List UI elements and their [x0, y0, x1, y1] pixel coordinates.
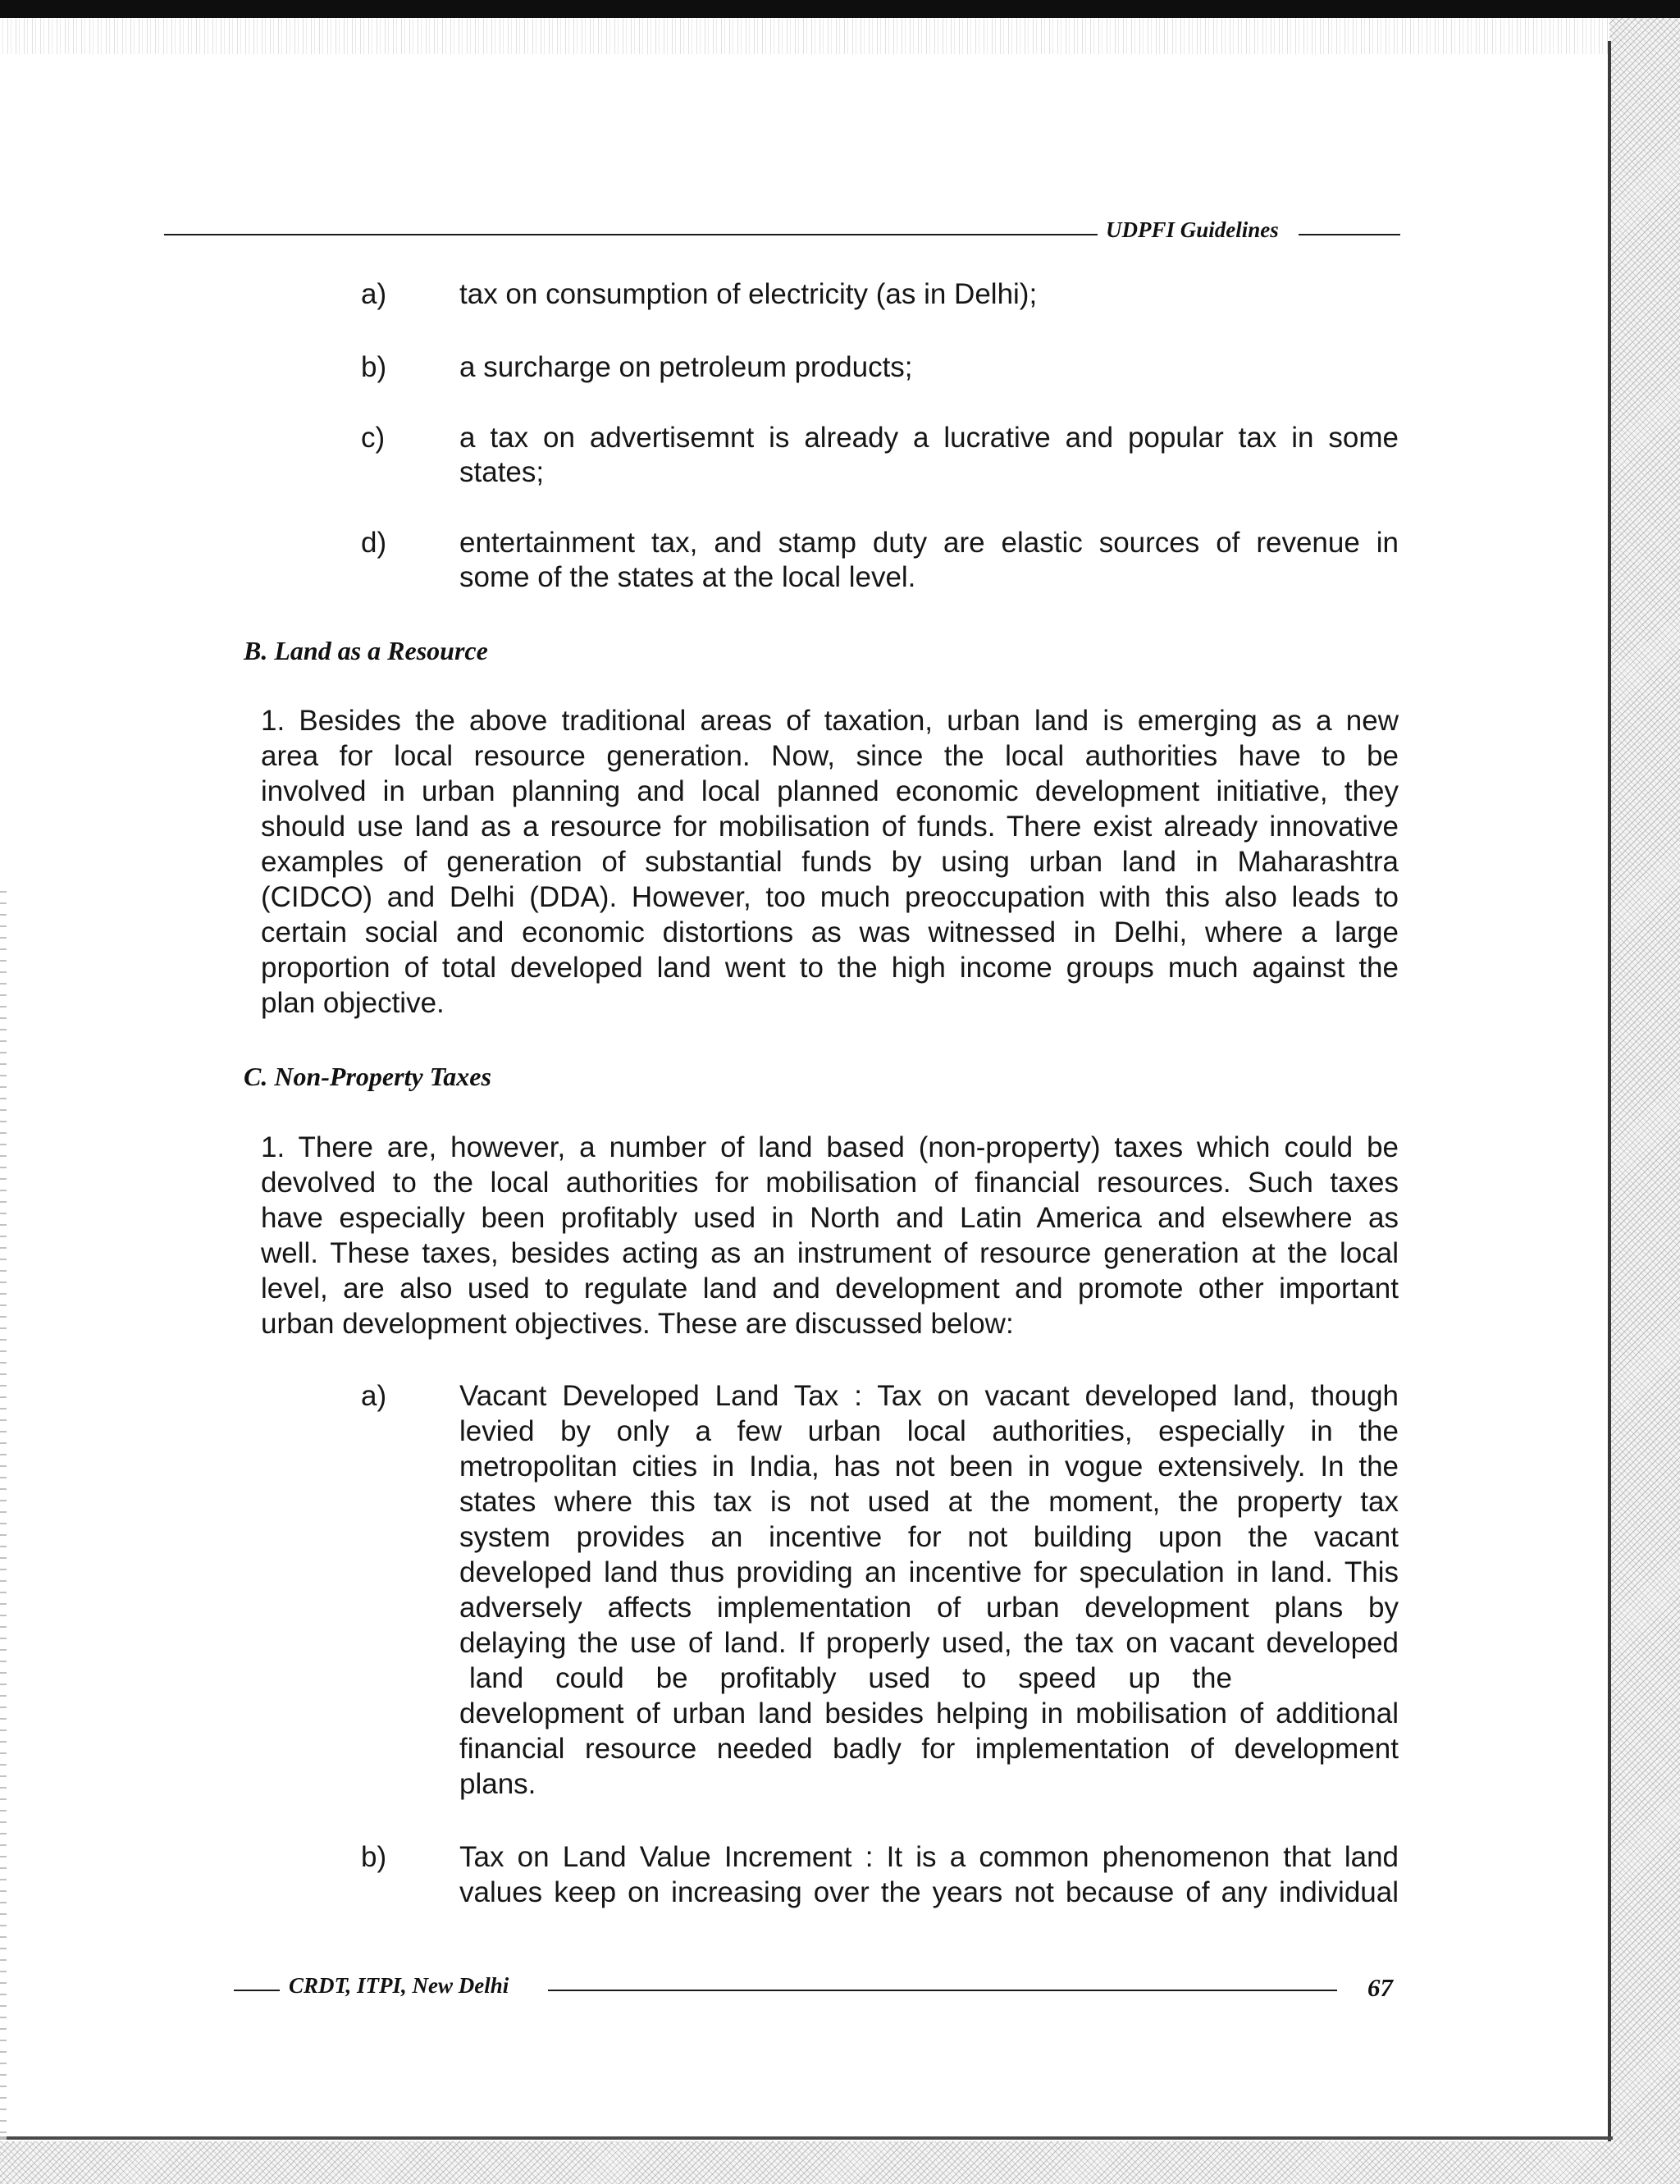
list-item-line: financial resource needed badly for implementation of development [459, 1733, 1399, 1765]
list-item-line: Tax on Land Value Increment : It is a common phenomenon that land [459, 1841, 1399, 1873]
page-bottom-border [0, 2136, 1613, 2140]
list-marker: d) [361, 527, 387, 559]
list-item-line: values keep on increasing over the years not because of any individual [459, 1876, 1399, 1908]
list-item-line: land could be profitably used to speed up the [469, 1662, 1232, 1694]
paragraph-line: 1. There are, however, a number of land based (non-property) taxes which could be [261, 1131, 1399, 1163]
running-header-title: UDPFI Guidelines [1106, 217, 1279, 242]
list-item-line: plans. [459, 1768, 536, 1800]
scan-right-edge [1609, 18, 1680, 2184]
footer-rule-right [548, 1990, 1337, 1991]
list-item-text: a tax on advertisemnt is already a lucrative and popular tax in some [459, 422, 1399, 454]
list-item-text: a surcharge on petroleum products; [459, 351, 913, 383]
paragraph-line: plan objective. [261, 987, 445, 1019]
list-marker: c) [361, 422, 386, 454]
header-rule-right [1299, 234, 1400, 235]
list-marker: b) [361, 351, 387, 383]
list-item-line: system provides an incentive for not building upon the vacant [459, 1521, 1399, 1553]
list-item-line: delaying the use of land. If properly used, the tax on vacant developed [459, 1627, 1399, 1659]
paragraph-line: should use land as a resource for mobilisation of funds. There exist already innovative [261, 811, 1399, 843]
list-item-line: levied by only a few urban local authorities, especially in the [459, 1415, 1399, 1447]
footer-source: CRDT, ITPI, New Delhi [289, 1973, 509, 1998]
paragraph-line: level, are also used to regulate land and development and promote other important [261, 1272, 1399, 1304]
scan-top-noise [0, 18, 1680, 54]
section-heading: B. Land as a Resource [244, 636, 488, 665]
header-rule-left [164, 234, 1098, 235]
list-item-line: Vacant Developed Land Tax : Tax on vacant developed land, though [459, 1380, 1399, 1412]
scan-top-border [0, 0, 1680, 18]
paragraph-line: have especially been profitably used in North and Latin America and elsewhere as [261, 1202, 1399, 1234]
paragraph-line: (CIDCO) and Delhi (DDA). However, too much preoccupation with this also leads to [261, 881, 1399, 913]
list-item-line: developed land thus providing an incentive for speculation in land. This [459, 1556, 1399, 1588]
paragraph-line: examples of generation of substantial funds by using urban land in Maharashtra [261, 846, 1399, 878]
list-item-line: metropolitan cities in India, has not been in vogue extensively. In the [459, 1451, 1399, 1483]
list-marker: a) [361, 278, 387, 310]
list-item-text: states; [459, 456, 545, 488]
list-item-line: adversely affects implementation of urban development plans by [459, 1592, 1399, 1624]
list-marker: b) [361, 1841, 387, 1873]
list-item-text: tax on consumption of electricity (as in Delhi); [459, 278, 1038, 310]
paragraph-line: area for local resource generation. Now, since the local authorities have to be [261, 740, 1399, 772]
list-item-line: development of urban land besides helping in mobilisation of additional [459, 1697, 1399, 1729]
paragraph-line: proportion of total developed land went to the high income groups much against the [261, 952, 1399, 984]
paragraph-line: urban development objectives. These are discussed below: [261, 1308, 1014, 1340]
list-item-line: states where this tax is not used at the moment, the property tax [459, 1486, 1399, 1518]
page-number: 67 [1367, 1973, 1393, 2002]
paragraph-line: devolved to the local authorities for mobilisation of financial resources. Such taxes [261, 1167, 1399, 1199]
paragraph-line: well. These taxes, besides acting as an instrument of resource generation at the local [261, 1237, 1399, 1269]
list-item-text: entertainment tax, and stamp duty are elastic sources of revenue in [459, 527, 1399, 559]
paragraph-line: 1. Besides the above traditional areas of taxation, urban land is emerging as a new [261, 705, 1399, 737]
paragraph-line: certain social and economic distortions as was witnessed in Delhi, where a large [261, 916, 1399, 948]
list-marker: a) [361, 1380, 387, 1412]
page-right-border [1608, 41, 1611, 2141]
list-item-text: some of the states at the local level. [459, 561, 916, 593]
scan-left-edge [0, 886, 7, 2141]
section-heading: C. Non-Property Taxes [244, 1062, 491, 1091]
footer-rule-left [234, 1990, 280, 1991]
paragraph-line: involved in urban planning and local planned economic development initiative, they [261, 775, 1399, 807]
scan-bottom-edge [0, 2141, 1680, 2184]
